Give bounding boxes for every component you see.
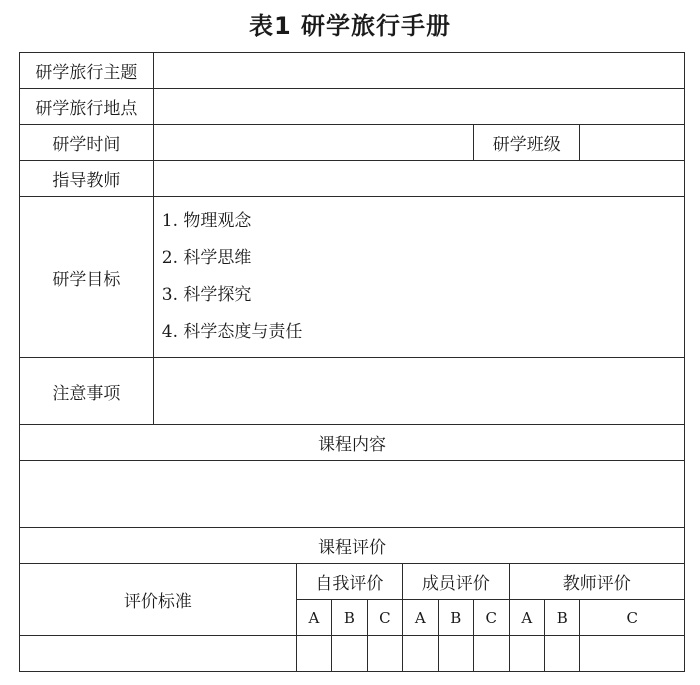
teacher-row — [20, 161, 685, 197]
time-field[interactable] — [153, 125, 473, 161]
page-title: 表1 研学旅行手册 — [248, 12, 452, 40]
self-b-entry[interactable] — [332, 636, 367, 672]
course-content-header-row — [20, 425, 685, 461]
peer-grade-b: B — [438, 600, 473, 636]
goal-item: 2. 科学思维 — [161, 248, 252, 268]
course-content-body-row — [20, 461, 685, 528]
course-evaluation-header: 课程评价 — [20, 528, 685, 564]
peer-evaluation-header: 成员评价 — [403, 564, 509, 600]
peer-a-entry[interactable] — [403, 636, 438, 672]
teacher-label: 指导教师 — [20, 161, 154, 197]
goals-row — [20, 197, 685, 358]
course-content-field[interactable] — [20, 461, 685, 528]
theme-row — [20, 53, 685, 89]
course-evaluation-header-row — [20, 528, 685, 564]
teacher-evaluation-header: 教师评价 — [509, 564, 684, 600]
teacher-a-entry[interactable] — [509, 636, 544, 672]
goals-list — [153, 197, 684, 358]
self-grade-b: B — [332, 600, 367, 636]
peer-c-entry[interactable] — [474, 636, 509, 672]
peer-b-entry[interactable] — [438, 636, 473, 672]
peer-grade-a: A — [403, 600, 438, 636]
self-a-entry[interactable] — [296, 636, 331, 672]
notes-field[interactable] — [153, 358, 684, 425]
self-grade-c: C — [367, 600, 402, 636]
criteria-entry[interactable] — [20, 636, 297, 672]
class-field[interactable] — [580, 125, 685, 161]
teacher-c-entry[interactable] — [580, 636, 685, 672]
teacher-grade-c: C — [580, 600, 685, 636]
notes-row — [20, 358, 685, 425]
goal-item: 1. 物理观念 — [161, 211, 252, 231]
criteria-label: 评价标准 — [20, 564, 297, 636]
study-trip-handbook-table — [19, 52, 685, 672]
theme-label: 研学旅行主题 — [20, 53, 154, 89]
peer-grade-c: C — [474, 600, 509, 636]
teacher-grade-b: B — [544, 600, 579, 636]
time-label: 研学时间 — [20, 125, 154, 161]
teacher-b-entry[interactable] — [544, 636, 579, 672]
evaluation-group-row — [20, 564, 685, 600]
location-field[interactable] — [153, 89, 684, 125]
self-c-entry[interactable] — [367, 636, 402, 672]
teacher-field[interactable] — [153, 161, 684, 197]
goals-label: 研学目标 — [20, 197, 154, 358]
time-class-row — [20, 125, 685, 161]
location-label: 研学旅行地点 — [20, 89, 154, 125]
self-evaluation-header: 自我评价 — [296, 564, 402, 600]
location-row — [20, 89, 685, 125]
class-label: 研学班级 — [474, 125, 580, 161]
teacher-grade-a: A — [509, 600, 544, 636]
course-content-header: 课程内容 — [20, 425, 685, 461]
evaluation-entry-row — [20, 636, 685, 672]
goal-item: 4. 科学态度与责任 — [161, 322, 303, 342]
notes-label: 注意事项 — [20, 358, 154, 425]
self-grade-a: A — [296, 600, 331, 636]
goal-item: 3. 科学探究 — [161, 285, 252, 305]
theme-field[interactable] — [153, 53, 684, 89]
